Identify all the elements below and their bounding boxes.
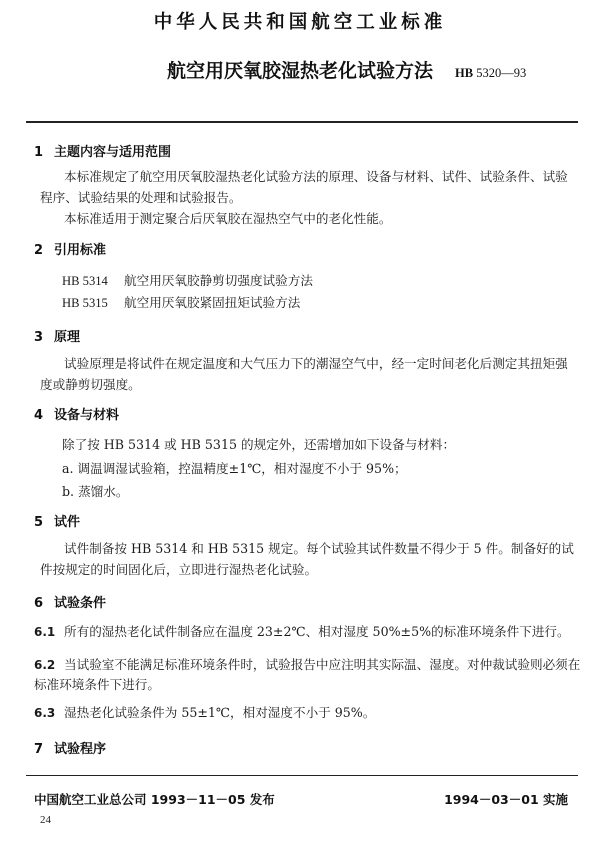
standard-number <box>455 66 526 81</box>
section-4-intro: 除了按 HB 5314 或 HB 5315 的规定外，还需增加如下设备与材料： <box>62 437 456 452</box>
standard-category-title: 中华人民共和国航空工业标准 <box>153 12 447 33</box>
section-heading-1: 1 主题内容与适用范围 <box>34 145 172 160</box>
title-row <box>0 56 600 86</box>
section-3-paragraph: 试验原理是将试件在规定温度和大气压力下的潮湿空气中，经一定时间老化后测定其扭矩强度或静剪切强度。 <box>40 356 568 392</box>
header-divider <box>26 121 578 123</box>
section-heading-3: 3 原理 <box>34 330 81 345</box>
footer-divider <box>26 775 578 776</box>
section-heading-6: 6 试验条件 <box>34 596 107 611</box>
section-1-paragraph-1: 本标准规定了航空用厌氧胶湿热老化试验方法的原理、设备与材料、试件、试验条件、试验程序、试验结果的处理和试验报告。 <box>40 169 568 205</box>
document-title: 航空用厌氧胶湿热老化试验方法 <box>166 60 433 82</box>
section-1-paragraph-2: 本标准适用于测定聚合后厌氧胶在湿热空气中的老化性能。 <box>64 211 392 226</box>
standard-code: 5320—93 <box>476 66 527 80</box>
clause-6-2: 6.2 当试验室不能满足标准环境条件时，试验报告中应注明其实际温、湿度。对仲裁试验则必须在标准环境条件下进行。 <box>34 657 581 692</box>
effective-date: 1994－03－01 实施 <box>444 792 568 807</box>
section-5-paragraph: 试件制备按 HB 5314 和 HB 5315 规定。每个试验其试件数量不得少于 5 件。制备好的试件按规定的时间固化后，立即进行湿热老化试验。 <box>40 541 574 577</box>
section-heading-2: 2 引用标准 <box>34 243 107 258</box>
clause-6-1: 6.1 所有的湿热老化试件制备应在温度 23±2℃、相对湿度 50%±5%的标准环境条件下进行。 <box>34 624 570 639</box>
standard-prefix: HB <box>455 66 474 80</box>
list-item: a. 调温调湿试验箱，控温精度±1℃，相对湿度不小于 95%； <box>62 461 407 476</box>
list-item: b. 蒸馏水。 <box>62 484 129 499</box>
clause-6-3: 6.3 湿热老化试验条件为 55±1℃，相对湿度不小于 95%。 <box>34 705 376 720</box>
section-heading-5: 5 试件 <box>34 515 81 530</box>
page-number: 24 <box>40 814 51 826</box>
section-heading-4: 4 设备与材料 <box>34 408 120 423</box>
reference-item: HB 5314 航空用厌氧胶静剪切强度试验方法 <box>62 273 313 288</box>
reference-item: HB 5315 航空用厌氧胶紧固扭矩试验方法 <box>62 295 301 310</box>
section-heading-7: 7 试验程序 <box>34 742 107 757</box>
issue-date: 中国航空工业总公司 1993－11－05 发布 <box>34 792 275 807</box>
